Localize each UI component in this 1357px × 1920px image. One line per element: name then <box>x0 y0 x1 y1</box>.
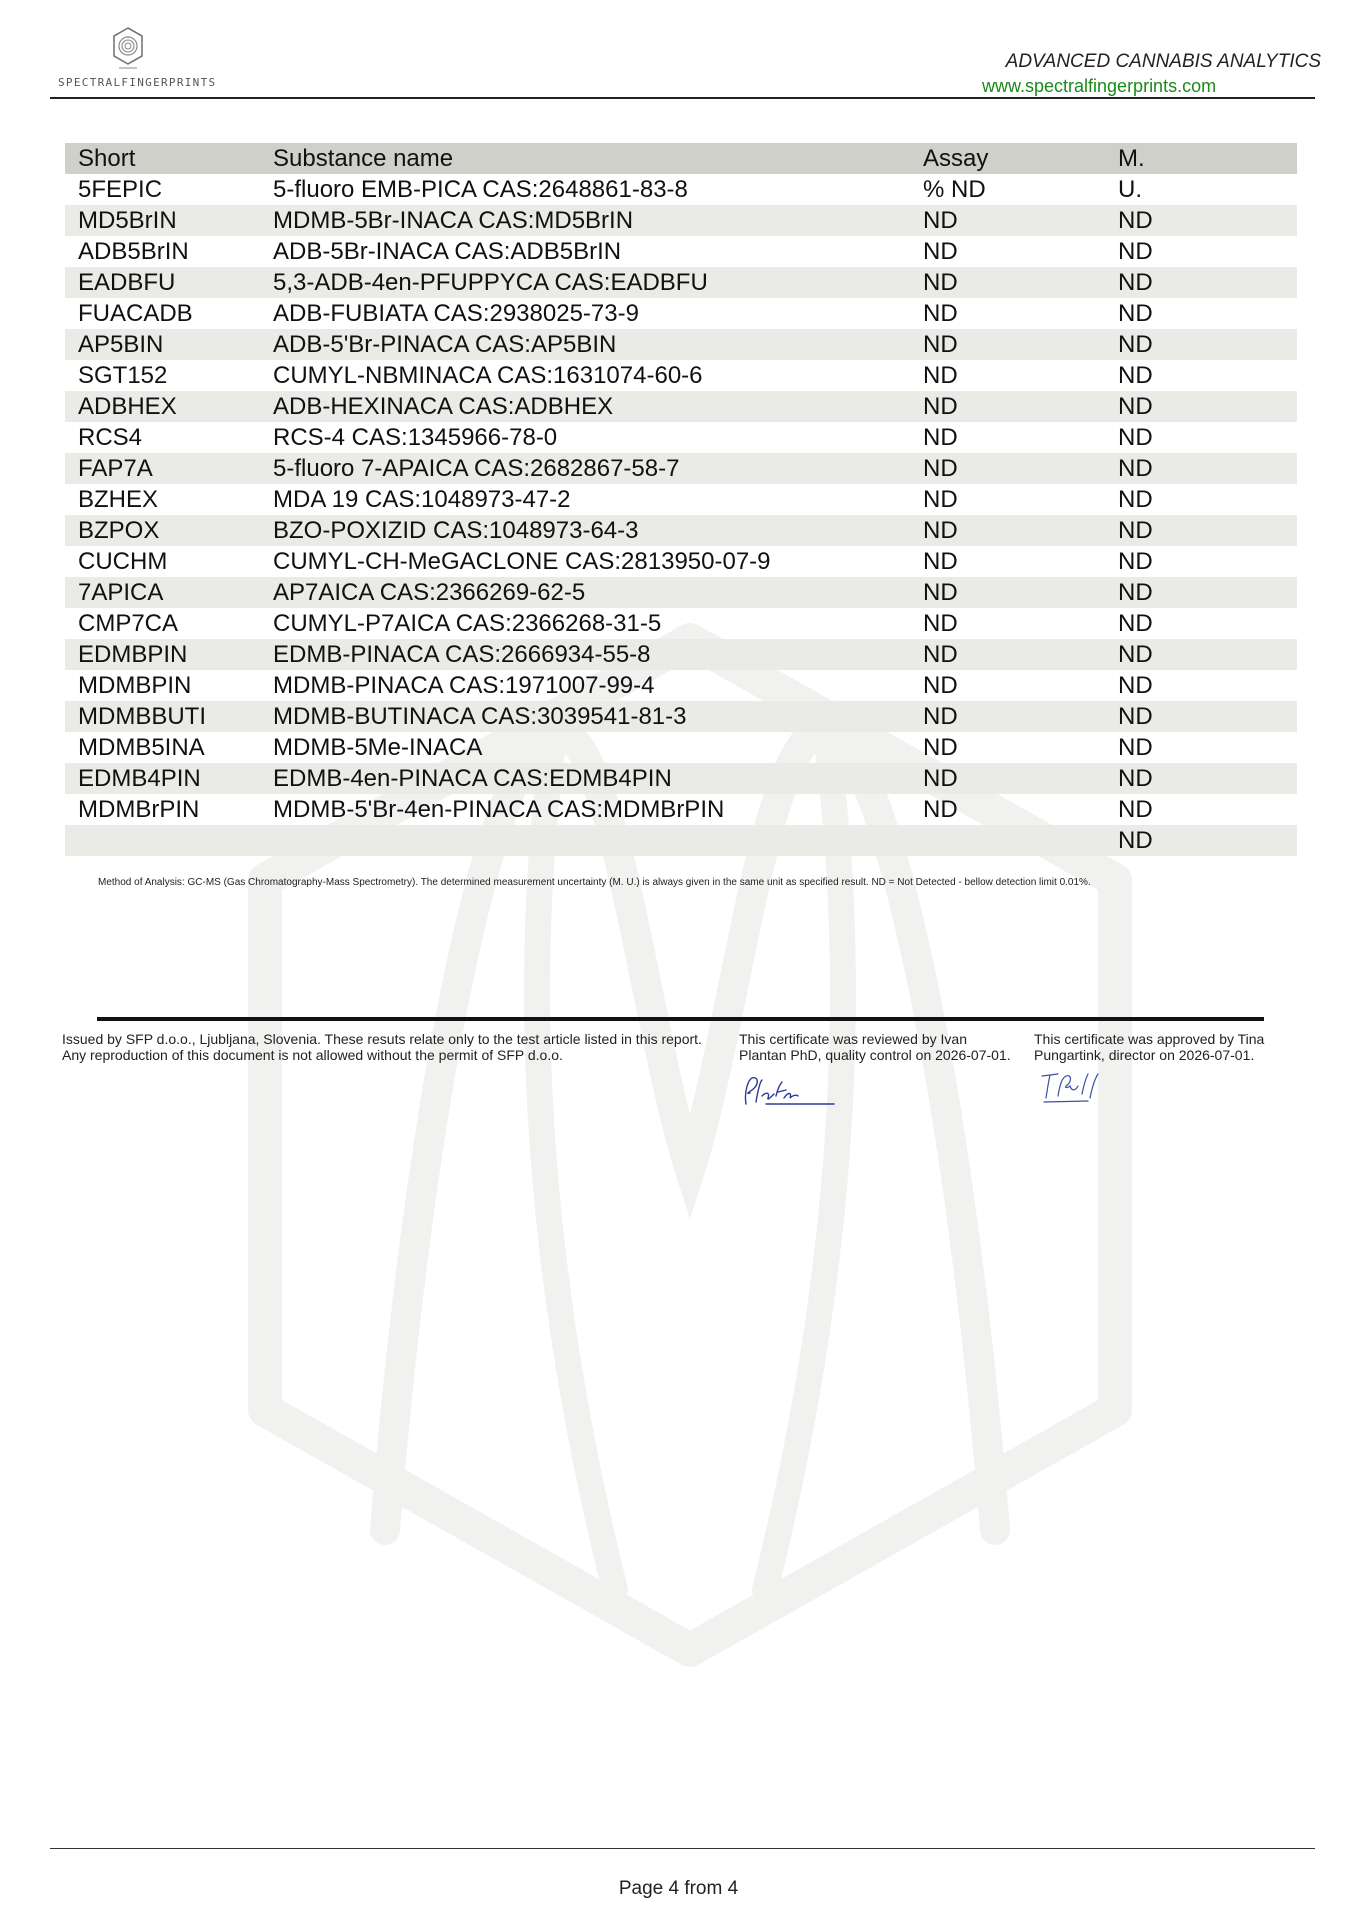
results-table <box>65 143 1297 856</box>
cell-assay: % ND <box>923 176 986 203</box>
cell-assay: ND <box>910 577 1105 608</box>
cell-substance: BZO-POXIZID CAS:1048973-64-3 <box>260 515 910 546</box>
cell-substance <box>260 825 910 856</box>
cell-assay: ND <box>923 424 958 451</box>
cell-substance: ADB-5Br-INACA CAS:ADB5BrIN <box>273 238 622 265</box>
company-url[interactable]: www.spectralfingerprints.com <box>982 76 1217 96</box>
cell-short: BZHEX <box>78 486 159 513</box>
cell-short: MD5BrIN <box>65 205 260 236</box>
page-bottom-divider <box>50 1848 1315 1849</box>
cell-assay: ND <box>910 639 1105 670</box>
cell-short: AP5BIN <box>65 329 260 360</box>
logo-wordmark: SPECTRALFINGERPRINTS <box>58 76 217 89</box>
issued-line-2: Any reproduction of this document is not allowed without the permit of SFP d.o.o. <box>62 1047 563 1063</box>
table-row <box>65 329 1297 360</box>
cell-mu: ND <box>1118 238 1153 265</box>
cell-short: FAP7A <box>65 453 260 484</box>
cell-mu: ND <box>1118 610 1153 637</box>
cell-substance: 5-fluoro EMB-PICA CAS:2648861-83-8 <box>273 176 688 203</box>
cell-substance: EDMB-PINACA CAS:2666934-55-8 <box>260 639 910 670</box>
cell-substance: MDMB-5Br-INACA CAS:MD5BrIN <box>260 205 910 236</box>
cell-substance: MDMB-5'Br-4en-PINACA CAS:MDMBrPIN <box>273 796 725 823</box>
cell-assay: ND <box>910 329 1105 360</box>
cell-short: EDMBPIN <box>65 639 260 670</box>
cell-short: ADB5BrIN <box>78 238 189 265</box>
cell-assay: ND <box>923 610 958 637</box>
cell-substance: ADB-FUBIATA CAS:2938025-73-9 <box>273 300 639 327</box>
cell-mu: ND <box>1105 639 1297 670</box>
cell-short: EDMB4PIN <box>65 763 260 794</box>
table-row <box>65 267 1297 298</box>
cell-mu: ND <box>1118 734 1153 761</box>
cell-assay: ND <box>923 734 958 761</box>
company-tagline: ADVANCED CANNABIS ANALYTICS <box>1005 51 1321 72</box>
table-row <box>65 732 1297 763</box>
cell-assay: ND <box>910 267 1105 298</box>
cell-assay: ND <box>923 548 958 575</box>
cell-substance: ADB-HEXINACA CAS:ADBHEX <box>260 391 910 422</box>
cell-mu: ND <box>1118 672 1153 699</box>
cell-mu: ND <box>1105 825 1297 856</box>
cell-assay <box>910 825 1105 856</box>
cell-assay: ND <box>923 486 958 513</box>
cell-short: 5FEPIC <box>78 176 163 203</box>
table-row <box>65 422 1297 453</box>
cell-substance: 5-fluoro 7-APAICA CAS:2682867-58-7 <box>260 453 910 484</box>
method-note: Method of Analysis: GC-MS (Gas Chromatography-Mass Spectrometry). The determined measurement uncertainty (M. U.) is always given in the same unit as specified result. ND = Not Detected - bellow detection limit 0.01%. <box>98 877 1091 888</box>
footer-divider <box>97 1017 1264 1021</box>
table-header-row <box>65 143 1297 174</box>
cell-mu: U. <box>1118 176 1142 203</box>
cell-short: MDMB5INA <box>78 734 205 761</box>
cell-substance: RCS-4 CAS:1345966-78-0 <box>273 424 558 451</box>
director-signature <box>1036 1068 1106 1108</box>
table-row <box>65 360 1297 391</box>
table-row <box>65 205 1297 236</box>
cell-mu: ND <box>1105 329 1297 360</box>
cell-substance: 5,3-ADB-4en-PFUPPYCA CAS:EADBFU <box>260 267 910 298</box>
cell-assay: ND <box>910 391 1105 422</box>
table-row <box>65 484 1297 515</box>
cell-short: 7APICA <box>65 577 260 608</box>
cell-short: RCS4 <box>78 424 143 451</box>
table-row <box>65 546 1297 577</box>
cell-mu: ND <box>1118 548 1153 575</box>
table-row <box>65 236 1297 267</box>
table-row <box>65 639 1297 670</box>
cell-assay: ND <box>910 763 1105 794</box>
cell-short: ADBHEX <box>65 391 260 422</box>
cell-short: MDMBBUTI <box>65 701 260 732</box>
cell-substance: EDMB-4en-PINACA CAS:EDMB4PIN <box>260 763 910 794</box>
column-header-substance: Substance name <box>260 143 910 174</box>
cell-mu: ND <box>1105 267 1297 298</box>
table-row <box>65 298 1297 329</box>
column-header-short: Short <box>65 143 260 174</box>
cell-short: MDMBPIN <box>78 672 192 699</box>
cell-assay: ND <box>910 205 1105 236</box>
table-row <box>65 608 1297 639</box>
cell-substance: CUMYL-P7AICA CAS:2366268-31-5 <box>273 610 662 637</box>
cell-short: MDMBrPIN <box>78 796 200 823</box>
cell-substance: MDMB-5Me-INACA <box>273 734 483 761</box>
cell-assay: ND <box>910 701 1105 732</box>
cell-mu: ND <box>1118 362 1153 389</box>
cell-mu: ND <box>1118 424 1153 451</box>
table-row <box>65 515 1297 546</box>
cell-mu: ND <box>1105 763 1297 794</box>
issued-statement <box>62 1031 782 1063</box>
cell-mu: ND <box>1105 453 1297 484</box>
cell-substance: CUMYL-NBMINACA CAS:1631074-60-6 <box>273 362 703 389</box>
reviewed-statement: This certificate was reviewed by Ivan Plantan PhD, quality control on 2026-07-01. <box>739 1031 1011 1063</box>
table-row <box>65 825 1297 856</box>
table-row <box>65 174 1297 205</box>
issued-line-1: Issued by SFP d.o.o., Ljubljana, Slovenia. These resuts relate only to the test article listed in this report. <box>62 1031 702 1047</box>
table-row <box>65 763 1297 794</box>
table-row <box>65 794 1297 825</box>
cell-mu: ND <box>1118 300 1153 327</box>
approved-statement: This certificate was approved by Tina Pungartink, director on 2026-07-01. <box>1034 1031 1265 1063</box>
cell-short: CUCHM <box>78 548 168 575</box>
cell-assay: ND <box>923 238 958 265</box>
cell-mu: ND <box>1105 515 1297 546</box>
cell-short: CMP7CA <box>78 610 179 637</box>
cell-assay: ND <box>910 515 1105 546</box>
cell-mu: ND <box>1105 577 1297 608</box>
cell-short <box>65 825 260 856</box>
company-logo <box>58 26 217 94</box>
column-header-mu: M. <box>1105 143 1297 174</box>
cell-substance: MDA 19 CAS:1048973-47-2 <box>273 486 571 513</box>
table-row <box>65 577 1297 608</box>
cell-short: BZPOX <box>65 515 260 546</box>
column-header-assay: Assay <box>910 143 1105 174</box>
table-row <box>65 701 1297 732</box>
cell-short: EADBFU <box>65 267 260 298</box>
table-row <box>65 453 1297 484</box>
cell-assay: ND <box>910 453 1105 484</box>
header-divider <box>50 97 1315 99</box>
cell-mu: ND <box>1105 205 1297 236</box>
cell-assay: ND <box>923 300 958 327</box>
cell-mu: ND <box>1118 796 1153 823</box>
cell-mu: ND <box>1105 391 1297 422</box>
cell-short: SGT152 <box>78 362 168 389</box>
cell-assay: ND <box>923 672 958 699</box>
cell-mu: ND <box>1105 701 1297 732</box>
cell-substance: AP7AICA CAS:2366269-62-5 <box>260 577 910 608</box>
cell-mu: ND <box>1118 486 1153 513</box>
cell-substance: MDMB-PINACA CAS:1971007-99-4 <box>273 672 655 699</box>
cell-short: FUACADB <box>78 300 193 327</box>
cell-substance: MDMB-BUTINACA CAS:3039541-81-3 <box>260 701 910 732</box>
table-row <box>65 670 1297 701</box>
fingerprint-hexagon-icon <box>111 26 145 70</box>
cell-assay: ND <box>923 796 958 823</box>
page-number: Page 4 from 4 <box>618 1878 739 1899</box>
cell-substance: ADB-5'Br-PINACA CAS:AP5BIN <box>260 329 910 360</box>
reviewer-signature <box>738 1074 838 1112</box>
table-row <box>65 391 1297 422</box>
cell-substance: CUMYL-CH-MeGACLONE CAS:2813950-07-9 <box>273 548 771 575</box>
cell-assay: ND <box>923 362 958 389</box>
